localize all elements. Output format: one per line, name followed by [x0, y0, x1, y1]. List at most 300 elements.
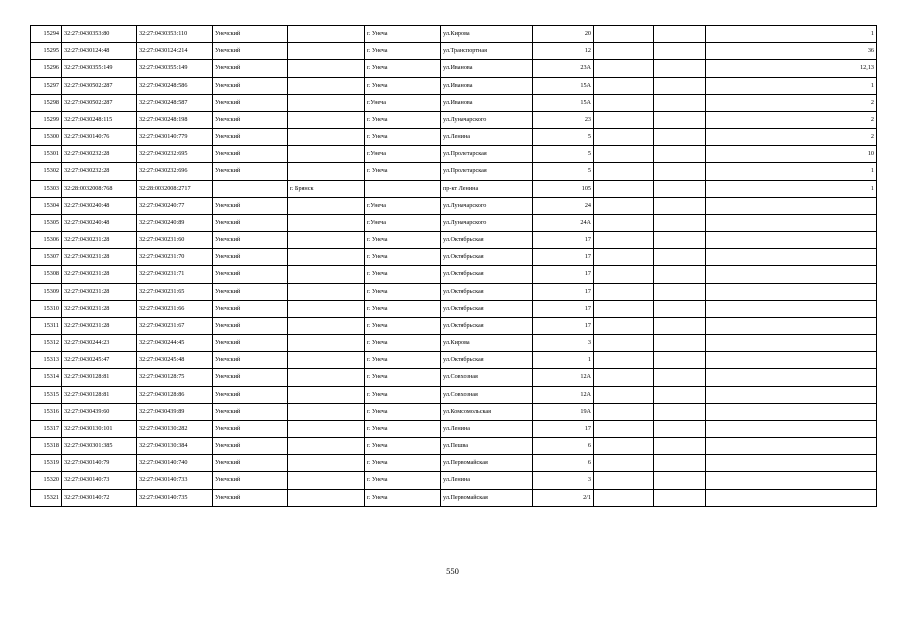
cell-street: ул.Кирова [441, 26, 533, 43]
cell-row-number: 15294 [31, 26, 62, 43]
cell-district: Унечский [213, 197, 288, 214]
cell-premises-number [706, 438, 877, 455]
cell-building [594, 94, 654, 111]
cell-house-number: 17 [533, 300, 594, 317]
cell-row-number: 15302 [31, 163, 62, 180]
table-row [31, 232, 877, 249]
cell-street: ул.Пешва [441, 438, 533, 455]
cell-apartment-extra [654, 317, 706, 334]
cell-premises-number [706, 403, 877, 420]
cell-premises-number: 1 [706, 26, 877, 43]
table-row [31, 369, 877, 386]
cell-object-number: 32:27:0430140:735 [137, 489, 213, 506]
cell-city-region [288, 283, 365, 300]
cell-street: ул.Октябрьская [441, 232, 533, 249]
cell-district: Унечский [213, 317, 288, 334]
cell-row-number: 15304 [31, 197, 62, 214]
cell-locality: г.Унеча [365, 214, 441, 231]
cell-district: Унечский [213, 163, 288, 180]
cell-house-number: 3 [533, 472, 594, 489]
cell-house-number: 5 [533, 129, 594, 146]
cell-apartment-extra [654, 94, 706, 111]
cell-city-region [288, 335, 365, 352]
cell-object-number: 32:27:0430130:282 [137, 420, 213, 437]
cell-row-number: 15315 [31, 386, 62, 403]
cell-street: ул.Совхозная [441, 369, 533, 386]
table-row [31, 300, 877, 317]
cell-city-region [288, 146, 365, 163]
cell-city-region [288, 300, 365, 317]
cell-row-number: 15313 [31, 352, 62, 369]
cell-house-number: 12А [533, 369, 594, 386]
cell-locality: г. Унеча [365, 26, 441, 43]
cell-cadastral-number: 32:27:0430140:79 [62, 455, 137, 472]
cell-locality: г. Унеча [365, 111, 441, 128]
cell-locality: г. Унеча [365, 489, 441, 506]
cell-premises-number [706, 317, 877, 334]
cell-premises-number [706, 249, 877, 266]
table-row [31, 163, 877, 180]
table-row [31, 438, 877, 455]
table-row [31, 26, 877, 43]
cell-cadastral-number: 32:27:0430128:81 [62, 386, 137, 403]
cell-premises-number [706, 472, 877, 489]
cell-district: Унечский [213, 43, 288, 60]
cell-object-number: 32:27:0430248:198 [137, 111, 213, 128]
cell-premises-number [706, 489, 877, 506]
cell-premises-number [706, 352, 877, 369]
cell-house-number: 15А [533, 77, 594, 94]
cell-city-region [288, 455, 365, 472]
cell-apartment-extra [654, 232, 706, 249]
cell-object-number: 32:27:0430140:779 [137, 129, 213, 146]
cell-building [594, 403, 654, 420]
cell-district: Унечский [213, 300, 288, 317]
cell-city-region [288, 489, 365, 506]
cell-premises-number [706, 266, 877, 283]
cell-row-number: 15320 [31, 472, 62, 489]
cell-street: ул.Иванова [441, 94, 533, 111]
cell-house-number: 17 [533, 232, 594, 249]
cell-house-number: 23 [533, 111, 594, 128]
cell-object-number: 32:27:0430128:86 [137, 386, 213, 403]
cell-city-region [288, 111, 365, 128]
cell-object-number: 32:27:0430244:45 [137, 335, 213, 352]
cell-cadastral-number: 32:28:0032008:768 [62, 180, 137, 197]
cell-object-number: 32:27:0430245:48 [137, 352, 213, 369]
cell-apartment-extra [654, 43, 706, 60]
cell-cadastral-number: 32:27:0430439:60 [62, 403, 137, 420]
cell-street: ул.Луначарского [441, 214, 533, 231]
cell-apartment-extra [654, 472, 706, 489]
cell-locality: г. Унеча [365, 317, 441, 334]
cell-row-number: 15296 [31, 60, 62, 77]
cell-building [594, 386, 654, 403]
cell-row-number: 15311 [31, 317, 62, 334]
cell-street: ул.Первомайская [441, 455, 533, 472]
cell-cadastral-number: 32:27:0430231:28 [62, 300, 137, 317]
cell-street: ул.Луначарского [441, 197, 533, 214]
cell-apartment-extra [654, 129, 706, 146]
cell-locality: г. Унеча [365, 472, 441, 489]
cell-cadastral-number: 32:27:0430244:23 [62, 335, 137, 352]
cell-object-number: 32:27:0430240:77 [137, 197, 213, 214]
cell-city-region [288, 420, 365, 437]
cell-street: ул.Совхозная [441, 386, 533, 403]
cell-premises-number [706, 420, 877, 437]
cell-city-region [288, 386, 365, 403]
cell-apartment-extra [654, 438, 706, 455]
cell-house-number: 17 [533, 317, 594, 334]
cell-building [594, 232, 654, 249]
cell-house-number: 17 [533, 249, 594, 266]
table-row [31, 129, 877, 146]
cell-apartment-extra [654, 369, 706, 386]
cell-locality: г. Унеча [365, 283, 441, 300]
cell-locality [365, 180, 441, 197]
table-row [31, 317, 877, 334]
cell-premises-number [706, 214, 877, 231]
cell-object-number: 32:27:0430130:384 [137, 438, 213, 455]
cell-object-number: 32:27:0430240:89 [137, 214, 213, 231]
cell-city-region [288, 438, 365, 455]
cell-street: ул.Октябрьская [441, 352, 533, 369]
cell-building [594, 266, 654, 283]
cell-apartment-extra [654, 214, 706, 231]
cell-house-number: 2/1 [533, 489, 594, 506]
table-row [31, 335, 877, 352]
cell-row-number: 15318 [31, 438, 62, 455]
cell-building [594, 129, 654, 146]
cell-city-region: г. Брянск [288, 180, 365, 197]
cell-premises-number: 36 [706, 43, 877, 60]
cell-object-number: 32:27:0430231:66 [137, 300, 213, 317]
cell-district: Унечский [213, 129, 288, 146]
cell-premises-number [706, 283, 877, 300]
cell-cadastral-number: 32:27:0430231:28 [62, 317, 137, 334]
cell-street: пр-кт Ленина [441, 180, 533, 197]
cell-city-region [288, 26, 365, 43]
cell-house-number: 17 [533, 283, 594, 300]
cell-district: Унечский [213, 94, 288, 111]
cell-cadastral-number: 32:27:0430128:81 [62, 369, 137, 386]
cell-apartment-extra [654, 146, 706, 163]
cell-house-number: 24А [533, 214, 594, 231]
cell-row-number: 15312 [31, 335, 62, 352]
cell-city-region [288, 94, 365, 111]
cell-building [594, 317, 654, 334]
cell-house-number: 20 [533, 26, 594, 43]
cell-street: ул.Первомайская [441, 489, 533, 506]
cell-locality: г. Унеча [365, 335, 441, 352]
cell-street: ул.Пролетарская [441, 163, 533, 180]
cell-cadastral-number: 32:27:0430353:80 [62, 26, 137, 43]
cell-premises-number [706, 232, 877, 249]
cell-house-number: 1 [533, 352, 594, 369]
registry-table [30, 25, 877, 507]
cell-district: Унечский [213, 146, 288, 163]
cell-cadastral-number: 32:27:0430301:385 [62, 438, 137, 455]
cell-street: ул.Комсомольская [441, 403, 533, 420]
cell-street: ул.Ленина [441, 129, 533, 146]
cell-building [594, 352, 654, 369]
cell-city-region [288, 403, 365, 420]
cell-city-region [288, 266, 365, 283]
cell-premises-number: 2 [706, 94, 877, 111]
cell-locality: г. Унеча [365, 129, 441, 146]
cell-apartment-extra [654, 489, 706, 506]
cell-object-number: 32:27:0430353:110 [137, 26, 213, 43]
cell-locality: г. Унеча [365, 43, 441, 60]
cell-locality: г. Унеча [365, 352, 441, 369]
cell-premises-number [706, 335, 877, 352]
cell-cadastral-number: 32:27:0430231:28 [62, 232, 137, 249]
cell-building [594, 163, 654, 180]
cell-premises-number [706, 386, 877, 403]
cell-row-number: 15317 [31, 420, 62, 437]
table-row [31, 283, 877, 300]
cell-locality: г. Унеча [365, 300, 441, 317]
cell-locality: г. Унеча [365, 266, 441, 283]
cell-row-number: 15307 [31, 249, 62, 266]
cell-object-number: 32:27:0430231:71 [137, 266, 213, 283]
cell-apartment-extra [654, 60, 706, 77]
cell-city-region [288, 60, 365, 77]
cell-street: ул.Иванова [441, 60, 533, 77]
cell-locality: г. Унеча [365, 403, 441, 420]
cell-apartment-extra [654, 180, 706, 197]
cell-district: Унечский [213, 214, 288, 231]
table-row [31, 180, 877, 197]
cell-premises-number: 1 [706, 163, 877, 180]
cell-row-number: 15297 [31, 77, 62, 94]
cell-district: Унечский [213, 438, 288, 455]
cell-district: Унечский [213, 249, 288, 266]
cell-locality: г.Унеча [365, 197, 441, 214]
cell-object-number: 32:27:0430140:733 [137, 472, 213, 489]
cell-object-number: 32:27:0430124:214 [137, 43, 213, 60]
cell-building [594, 472, 654, 489]
cell-district: Унечский [213, 266, 288, 283]
cell-premises-number: 1 [706, 180, 877, 197]
cell-locality: г. Унеча [365, 163, 441, 180]
table-row [31, 77, 877, 94]
cell-cadastral-number: 32:27:0430355:149 [62, 60, 137, 77]
cell-object-number: 32:27:0430355:149 [137, 60, 213, 77]
cell-locality: г. Унеча [365, 386, 441, 403]
cell-cadastral-number: 32:27:0430231:28 [62, 283, 137, 300]
cell-building [594, 489, 654, 506]
cell-premises-number: 1 [706, 77, 877, 94]
table-row [31, 197, 877, 214]
table-row [31, 43, 877, 60]
cell-building [594, 455, 654, 472]
cell-apartment-extra [654, 197, 706, 214]
cell-row-number: 15319 [31, 455, 62, 472]
cell-city-region [288, 197, 365, 214]
cell-row-number: 15308 [31, 266, 62, 283]
cell-building [594, 77, 654, 94]
cell-district: Унечский [213, 335, 288, 352]
cell-house-number: 5 [533, 146, 594, 163]
table-row [31, 111, 877, 128]
cell-locality: г. Унеча [365, 232, 441, 249]
cell-house-number: 12А [533, 386, 594, 403]
cell-district: Унечский [213, 60, 288, 77]
cell-city-region [288, 232, 365, 249]
cell-city-region [288, 352, 365, 369]
cell-house-number: 15А [533, 94, 594, 111]
cell-building [594, 180, 654, 197]
cell-row-number: 15309 [31, 283, 62, 300]
cell-house-number: 23А [533, 60, 594, 77]
cell-street: ул.Октябрьская [441, 249, 533, 266]
cell-cadastral-number: 32:27:0430232:28 [62, 163, 137, 180]
cell-cadastral-number: 32:27:0430140:76 [62, 129, 137, 146]
cell-apartment-extra [654, 403, 706, 420]
cell-row-number: 15314 [31, 369, 62, 386]
cell-city-region [288, 472, 365, 489]
cell-cadastral-number: 32:27:0430231:28 [62, 266, 137, 283]
cell-cadastral-number: 32:27:0430140:72 [62, 489, 137, 506]
cell-building [594, 60, 654, 77]
cell-locality: г.Унеча [365, 146, 441, 163]
cell-apartment-extra [654, 163, 706, 180]
cell-district: Унечский [213, 489, 288, 506]
cell-district: Унечский [213, 420, 288, 437]
cell-building [594, 369, 654, 386]
cell-street: ул.Кирова [441, 335, 533, 352]
cell-street: ул.Октябрьская [441, 266, 533, 283]
cell-building [594, 249, 654, 266]
cell-street: ул.Пролетарская [441, 146, 533, 163]
table-row [31, 214, 877, 231]
table-row [31, 489, 877, 506]
cell-building [594, 43, 654, 60]
cell-house-number: 6 [533, 438, 594, 455]
cell-object-number: 32:27:0430140:740 [137, 455, 213, 472]
cell-locality: г. Унеча [365, 455, 441, 472]
table-row [31, 60, 877, 77]
cell-house-number: 6 [533, 455, 594, 472]
table-row [31, 266, 877, 283]
cell-row-number: 15300 [31, 129, 62, 146]
cell-street: ул.Транспортная [441, 43, 533, 60]
cell-city-region [288, 77, 365, 94]
cell-cadastral-number: 32:27:0430130:101 [62, 420, 137, 437]
cell-row-number: 15306 [31, 232, 62, 249]
cell-building [594, 335, 654, 352]
cell-premises-number: 2 [706, 129, 877, 146]
cell-locality: г. Унеча [365, 438, 441, 455]
cell-locality: г. Унеча [365, 249, 441, 266]
cell-district: Унечский [213, 111, 288, 128]
cell-object-number: 32:27:0430439:89 [137, 403, 213, 420]
cell-district [213, 180, 288, 197]
cell-district: Унечский [213, 369, 288, 386]
cell-district: Унечский [213, 455, 288, 472]
table-row [31, 352, 877, 369]
cell-building [594, 438, 654, 455]
cell-cadastral-number: 32:27:0430502:287 [62, 94, 137, 111]
cell-object-number: 32:27:0430248:587 [137, 94, 213, 111]
cell-apartment-extra [654, 420, 706, 437]
cell-street: ул.Ленина [441, 420, 533, 437]
table-row [31, 94, 877, 111]
cell-house-number: 105 [533, 180, 594, 197]
cell-apartment-extra [654, 249, 706, 266]
cell-locality: г. Унеча [365, 420, 441, 437]
cell-building [594, 146, 654, 163]
table-row [31, 403, 877, 420]
cell-cadastral-number: 32:27:0430240:48 [62, 214, 137, 231]
cell-street: ул.Луначарского [441, 111, 533, 128]
cell-cadastral-number: 32:27:0430140:73 [62, 472, 137, 489]
cell-cadastral-number: 32:27:0430240:48 [62, 197, 137, 214]
cell-apartment-extra [654, 300, 706, 317]
cell-object-number: 32:27:0430231:65 [137, 283, 213, 300]
cell-city-region [288, 369, 365, 386]
cell-object-number: 32:27:0430231:70 [137, 249, 213, 266]
cell-premises-number: 10 [706, 146, 877, 163]
cell-street: ул.Иванова [441, 77, 533, 94]
cell-apartment-extra [654, 26, 706, 43]
cell-street: ул.Ленина [441, 472, 533, 489]
cell-premises-number [706, 300, 877, 317]
cell-house-number: 5 [533, 163, 594, 180]
cell-apartment-extra [654, 77, 706, 94]
cell-district: Унечский [213, 77, 288, 94]
cell-cadastral-number: 32:27:0430245:47 [62, 352, 137, 369]
cell-row-number: 15316 [31, 403, 62, 420]
cell-house-number: 12 [533, 43, 594, 60]
cell-row-number: 15303 [31, 180, 62, 197]
cell-premises-number: 2 [706, 111, 877, 128]
cell-row-number: 15305 [31, 214, 62, 231]
cell-row-number: 15295 [31, 43, 62, 60]
cell-district: Унечский [213, 472, 288, 489]
cell-object-number: 32:27:0430232:695 [137, 146, 213, 163]
cell-cadastral-number: 32:27:0430124:48 [62, 43, 137, 60]
page-number: 550 [446, 566, 459, 576]
cell-house-number: 24 [533, 197, 594, 214]
cell-premises-number: 12,13 [706, 60, 877, 77]
table-row [31, 455, 877, 472]
cell-district: Унечский [213, 352, 288, 369]
cell-row-number: 15301 [31, 146, 62, 163]
cell-apartment-extra [654, 386, 706, 403]
cell-street: ул.Октябрьская [441, 317, 533, 334]
cell-apartment-extra [654, 335, 706, 352]
cell-city-region [288, 249, 365, 266]
cell-premises-number [706, 197, 877, 214]
cell-cadastral-number: 32:27:0430502:287 [62, 77, 137, 94]
cell-building [594, 283, 654, 300]
cell-district: Унечский [213, 232, 288, 249]
cell-locality: г. Унеча [365, 60, 441, 77]
cell-apartment-extra [654, 266, 706, 283]
cell-city-region [288, 317, 365, 334]
cell-house-number: 17 [533, 266, 594, 283]
registry-table-body [31, 26, 877, 507]
cell-district: Унечский [213, 403, 288, 420]
table-row [31, 146, 877, 163]
cell-building [594, 420, 654, 437]
cell-row-number: 15321 [31, 489, 62, 506]
table-row [31, 386, 877, 403]
cell-apartment-extra [654, 352, 706, 369]
cell-district: Унечский [213, 386, 288, 403]
